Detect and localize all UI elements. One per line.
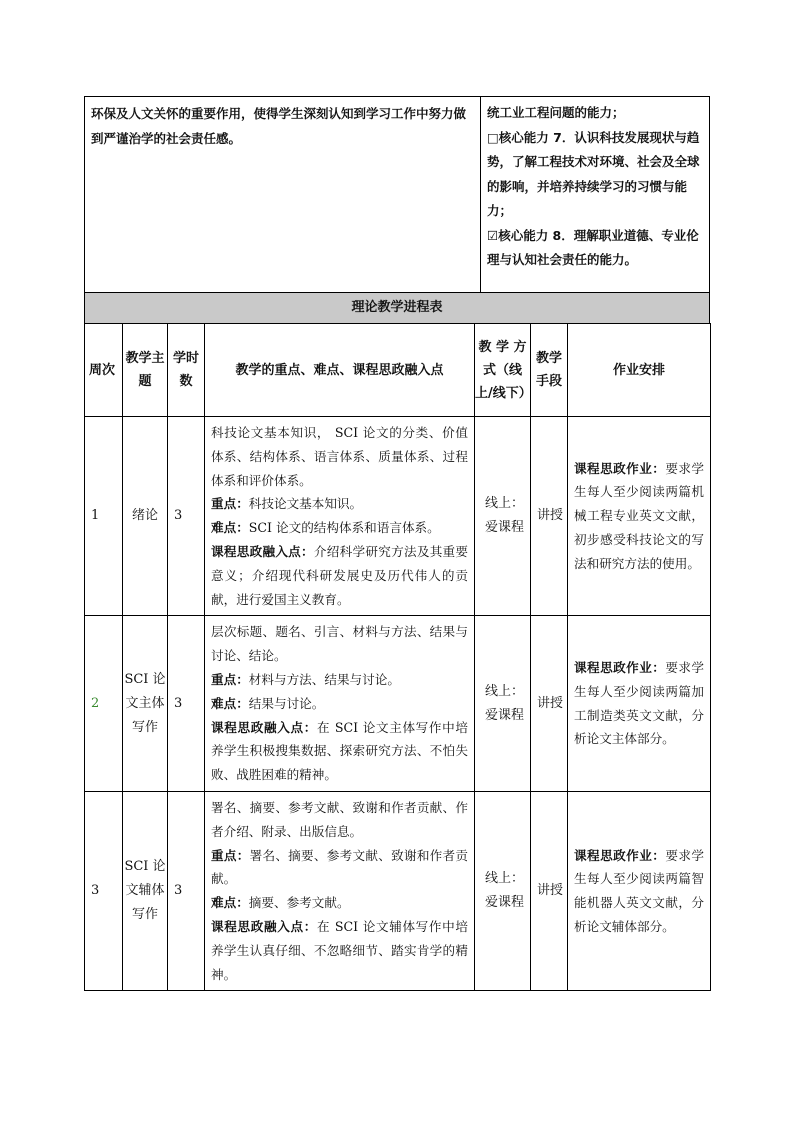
core-ability-7: □核心能力 7．认识科技发展现状与趋势，了解工程技术对环境、社会及全球的影响，并培养持续学习的习惯与能力； xyxy=(487,129,700,218)
row-homework: 课程思政作业：要求学生每人至少阅读两篇智能机器人英文文献，分析论文辅体部分。 xyxy=(568,791,711,990)
content-ideology: 课程思政融入点：在 SCI 论文主体写作中培养学生积极搜集数据、探索研究方法、不怕失败、战胜困难的精神。 xyxy=(211,719,469,783)
row-content xyxy=(205,616,475,792)
content-difficult: 难点：结果与讨论。 xyxy=(211,695,325,711)
column-divider xyxy=(480,97,481,292)
content-ideology: 课程思政融入点：介绍科学研究方法及其重要意义；介绍现代科研发展史及历代伟人的贡献，进行爱国主义教育。 xyxy=(211,543,469,607)
header-mode: 教 学 方式（线上/线下） xyxy=(475,324,531,417)
ideology-objective-text: 环保及人文关怀的重要作用，使得学生深刻认知到学习工作中努力做到严谨治学的社会责任感。 xyxy=(91,106,467,146)
header-content: 教学的重点、难点、课程思政融入点 xyxy=(205,324,475,417)
content-intro: 署名、摘要、参考文献、致谢和作者贡献、作者介绍、附录、出版信息。 xyxy=(211,799,468,839)
row-week: 2 xyxy=(85,616,123,792)
header-homework: 作业安排 xyxy=(568,324,711,417)
table-row xyxy=(85,616,711,792)
row-week: 3 xyxy=(85,791,123,990)
row-content xyxy=(205,791,475,990)
row-theme: SCI 论文主体写作 xyxy=(123,616,168,792)
content-difficult: 难点：摘要、参考文献。 xyxy=(211,895,350,911)
content-intro: 层次标题、题名、引言、材料与方法、结果与讨论、结论。 xyxy=(211,624,468,664)
section-title: 理论教学进程表 xyxy=(84,292,710,324)
row-theme: SCI 论文辅体写作 xyxy=(123,791,168,990)
content-difficult: 难点：SCI 论文的结构体系和语言体系。 xyxy=(211,520,440,536)
header-hours: 学时数 xyxy=(168,324,205,417)
core-abilities-list xyxy=(487,101,705,273)
row-hours: 3 xyxy=(168,417,205,616)
table-row xyxy=(85,417,711,616)
row-homework: 课程思政作业：要求学生每人至少阅读两篇机械工程专业英文文献，初步感受科技论文的写法和研究方法的使用。 xyxy=(568,417,711,616)
header-theme: 教学主题 xyxy=(123,324,168,417)
row-means: 讲授 xyxy=(531,616,568,792)
content-key: 重点：科技论文基本知识。 xyxy=(211,496,363,512)
content-ideology: 课程思政融入点：在 SCI 论文辅体写作中培养学生认真仔细、不忽略细节、踏实肯学的精神。 xyxy=(211,918,469,982)
row-mode: 线上：爱课程 xyxy=(475,417,531,616)
row-homework: 课程思政作业：要求学生每人至少阅读两篇加工制造类英文文献，分析论文主体部分。 xyxy=(568,616,711,792)
row-hours: 3 xyxy=(168,791,205,990)
table-header-row xyxy=(85,324,711,417)
content-intro: 科技论文基本知识， SCI 论文的分类、价值体系、结构体系、语言体系、质量体系、过程体系和评价体系。 xyxy=(211,425,468,488)
row-content xyxy=(205,417,475,616)
content-key: 重点：材料与方法、结果与讨论。 xyxy=(211,671,400,687)
row-theme: 绪论 xyxy=(123,417,168,616)
schedule-table xyxy=(84,323,711,991)
header-week: 周次 xyxy=(85,324,123,417)
row-week: 1 xyxy=(85,417,123,616)
row-mode: 线上：爱课程 xyxy=(475,616,531,792)
row-means: 讲授 xyxy=(531,791,568,990)
row-mode: 线上：爱课程 xyxy=(475,791,531,990)
table-row xyxy=(85,791,711,990)
content-key: 重点：署名、摘要、参考文献、致谢和作者贡献。 xyxy=(211,847,469,887)
header-means: 教学手段 xyxy=(531,324,568,417)
row-hours: 3 xyxy=(168,616,205,792)
core-ability-8: ☑核心能力 8．理解职业道德、专业伦理与认知社会责任的能力。 xyxy=(487,227,699,267)
row-means: 讲授 xyxy=(531,417,568,616)
core-ability-line: 统工业工程问题的能力； xyxy=(487,105,625,120)
objectives-block xyxy=(84,96,710,293)
